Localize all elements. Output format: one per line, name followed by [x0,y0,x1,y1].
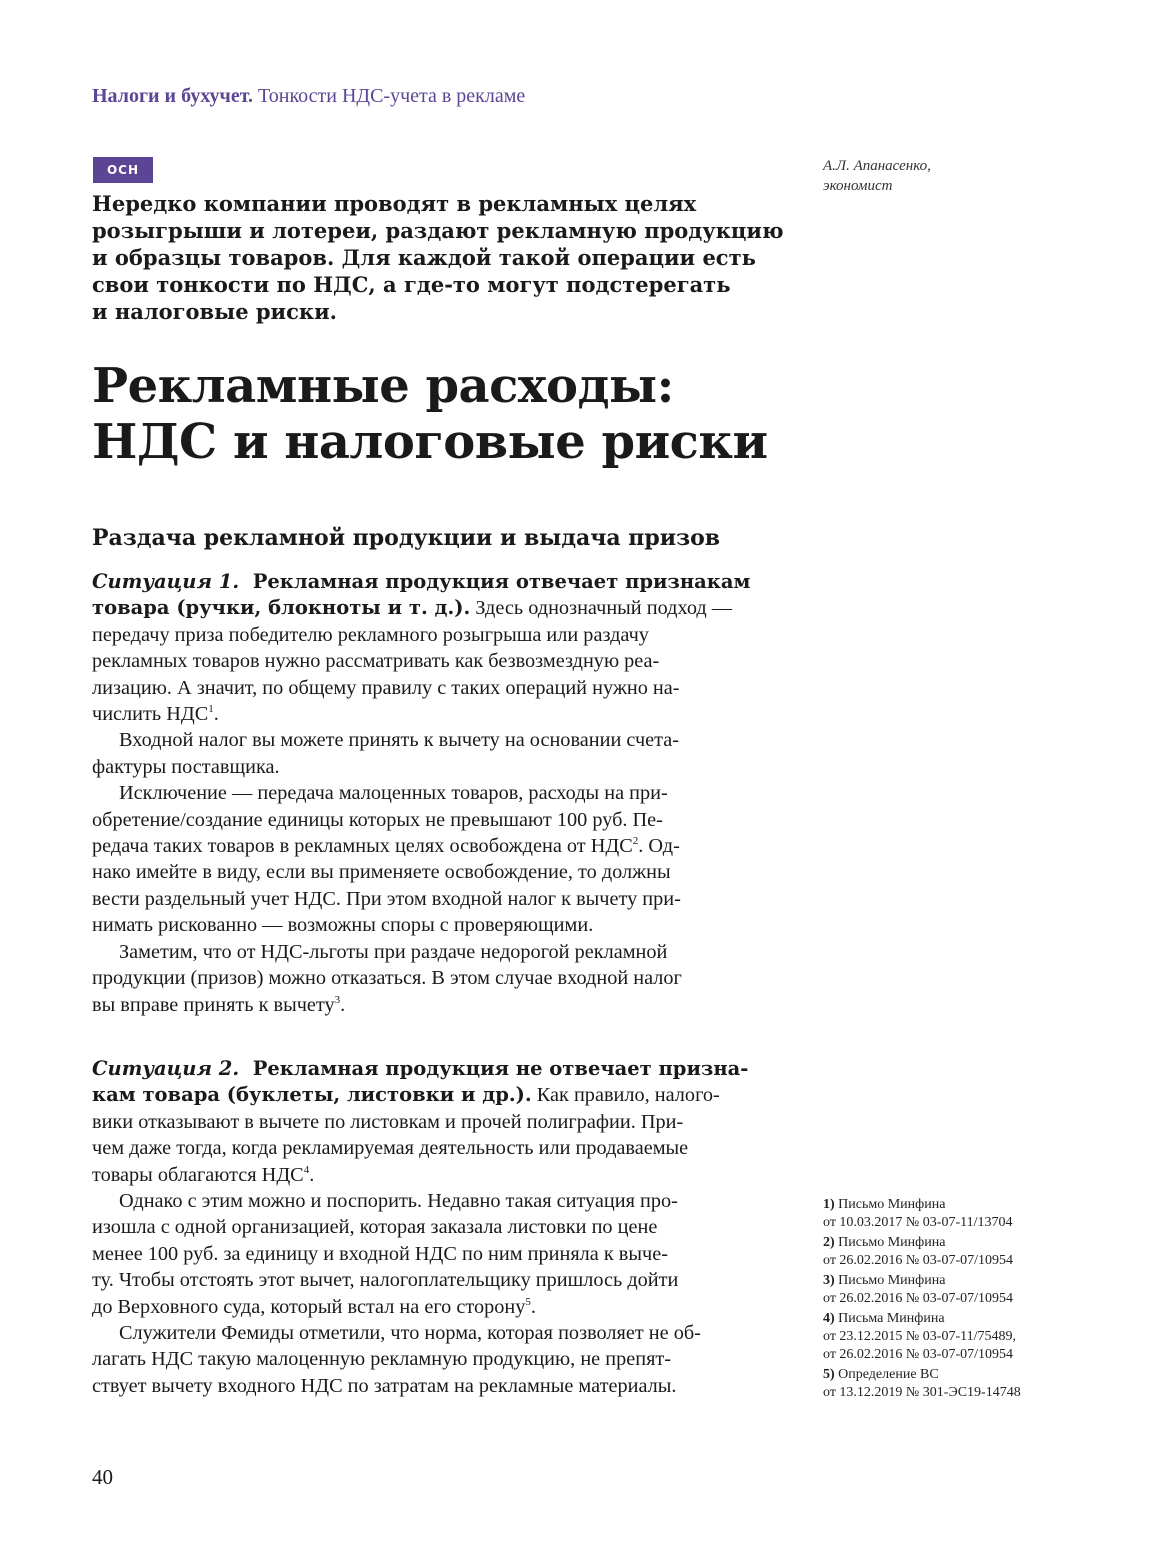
body-line: чем даже тогда, когда рекламируемая деятельность или продаваемые [92,1137,689,1160]
body-line: Исключение — передача малоценных товаров, расходы на при- [119,782,668,805]
body-line: числить НДС$^1$. [92,703,219,726]
footnote-text: Письмо Минфина [838,1273,946,1288]
footnote-ref[interactable]: 5 [525,1295,531,1308]
footnote-text: Письмо Минфина [838,1197,946,1212]
footnotes [823,1196,1063,1404]
body-line [92,1056,772,1082]
body-line: менее 100 руб. за единицу и входной НДС по ним приняла к выче- [92,1242,668,1265]
situation-label: Ситуация 2. [92,1057,240,1080]
body-line: Входной налог вы можете принять к вычету на основании счета- [119,729,680,752]
header-topic: Тонкости НДС-учета в рекламе [258,85,526,107]
body-line: продукции (призов) можно отказаться. В этом случае входной налог [92,967,682,990]
body-line [92,1082,772,1108]
footnote-text: от 13.12.2019 № 301-ЭС19-14748 [823,1385,1021,1400]
article-title [92,358,812,470]
footnote-text: от 26.02.2016 № 03-07-07/10954 [823,1291,1014,1306]
body-line: вы вправе принять к вычету$^3$. [92,993,346,1016]
body-line [92,833,772,859]
footnote-item [823,1366,1063,1402]
footnote-text: от 26.02.2016 № 03-07-07/10954 [823,1253,1014,1268]
lead-line: Нередко компании проводят в рекламных целях [92,191,697,216]
body-line: обретение/создание единицы которых не превышают 100 руб. Пе- [92,808,663,831]
footnote-number: 1) [823,1197,835,1212]
footnote-text: Письмо Минфина [838,1235,946,1250]
body-line: ствует вычету входного НДС по затратам на рекламные материалы. [92,1374,677,1397]
footnote-item [823,1272,1063,1308]
body-line: передачу приза победителю рекламного розыгрыша или раздачу [92,623,649,646]
lead-line: и образцы товаров. Для каждой такой операции есть [92,245,756,270]
body-line [92,569,772,595]
situation-bold-text: Рекламная продукция отвечает признакам [252,570,751,593]
footnote-item [823,1196,1063,1232]
body-line: фактуры поставщика. [92,755,280,778]
title-line: НДС и налоговые риски [92,414,768,470]
footnote-text: от 26.02.2016 № 03-07-07/10954 [823,1347,1014,1362]
lead-line: и налоговые риски. [92,299,337,324]
author-block [823,156,931,196]
running-header [92,84,525,108]
footnote-item [823,1234,1063,1270]
footnote-ref[interactable]: 1 [208,703,214,716]
body-text: числить НДС [92,703,209,726]
situation-1 [92,569,772,1018]
body-text: Как правило, налого- [531,1084,720,1107]
header-section: Налоги и бухучет. [92,85,254,107]
body-line: ту. Чтобы отстоять этот вычет, налогоплательщику пришлось дойти [92,1269,679,1292]
situation-label: Ситуация 1. [92,570,240,593]
footnote-ref[interactable]: 4 [303,1163,310,1176]
body-text: товары облагаются НДС [92,1163,304,1186]
lead-line: розыгрыши и лотереи, раздают рекламную продукцию [92,218,784,243]
footnote-text: от 10.03.2017 № 03-07-11/13704 [823,1215,1013,1230]
body-line: нако имейте в виду, если вы применяете освобождение, то должны [92,861,671,884]
footnote-number: 5) [823,1367,835,1382]
body-text: Здесь однозначный подход — [470,597,733,620]
situation-2 [92,1056,772,1399]
body-line: вики отказывают в вычете по листовкам и прочей полиграфии. При- [92,1110,684,1133]
body-text: редача таких товаров в рекламных целях освобождена от НДС [92,835,633,858]
author-name: А.Л. Апанасенко, [823,158,931,174]
tax-regime-badge: ОСН [93,157,153,183]
body-line [92,595,772,621]
body-line: лизацию. А значит, по общему правилу с таких операций нужно на- [92,676,680,699]
page-number: 40 [92,1465,113,1489]
body-line: товары облагаются НДС$^4$. [92,1163,315,1186]
author-role: экономист [823,178,893,194]
footnote-text: от 23.12.2015 № 03-07-11/75489, [823,1329,1016,1344]
situation-bold-text: товара (ручки, блокноты и т. д.). [92,596,471,620]
title-line: Рекламные расходы: [92,358,674,414]
body-line: Однако с этим можно и поспорить. Недавно такая ситуация про- [119,1190,678,1213]
lead-paragraph [92,190,784,325]
body-line: Заметим, что от НДС-льготы при раздаче недорогой рекламной [119,940,668,963]
situation-bold-text: Рекламная продукция не отвечает призна- [252,1057,749,1080]
body-text: до Верховного суда, который встал на его сторону [92,1295,526,1318]
body-line: вести раздельный учет НДС. При этом входной налог к вычету при- [92,887,681,910]
body-line: нимать рискованно — возможны споры с проверяющими. [92,914,594,937]
footnote-text: Письма Минфина [838,1311,945,1326]
footnote-ref[interactable]: 2 [632,835,639,848]
footnote-text: Определение ВС [838,1367,939,1382]
footnote-number: 4) [823,1311,835,1326]
footnote-number: 2) [823,1235,835,1250]
body-line: лагать НДС такую малоценную рекламную продукцию, не препят- [92,1348,672,1371]
footnote-ref[interactable]: 3 [334,993,341,1006]
footnote-number: 3) [823,1273,835,1288]
body-line: рекламных товаров нужно рассматривать как безвозмездную реа- [92,650,660,673]
lead-line: свои тонкости по НДС, а где-то могут подстерегать [92,272,731,297]
body-line: Служители Фемиды отметили, что норма, которая позволяет не об- [119,1322,701,1345]
body-text: . Од- [638,835,680,858]
situation-bold-text: кам товара (буклеты, листовки и др.). [92,1083,532,1107]
footnote-item [823,1310,1063,1364]
body-line: до Верховного суда, который встал на его сторону$^5$. [92,1295,536,1318]
section-subheading: Раздача рекламной продукции и выдача призов [92,525,721,551]
body-line: изошла с одной организацией, которая заказала листовки по цене [92,1216,658,1239]
body-text: вы вправе принять к вычету [92,993,335,1016]
